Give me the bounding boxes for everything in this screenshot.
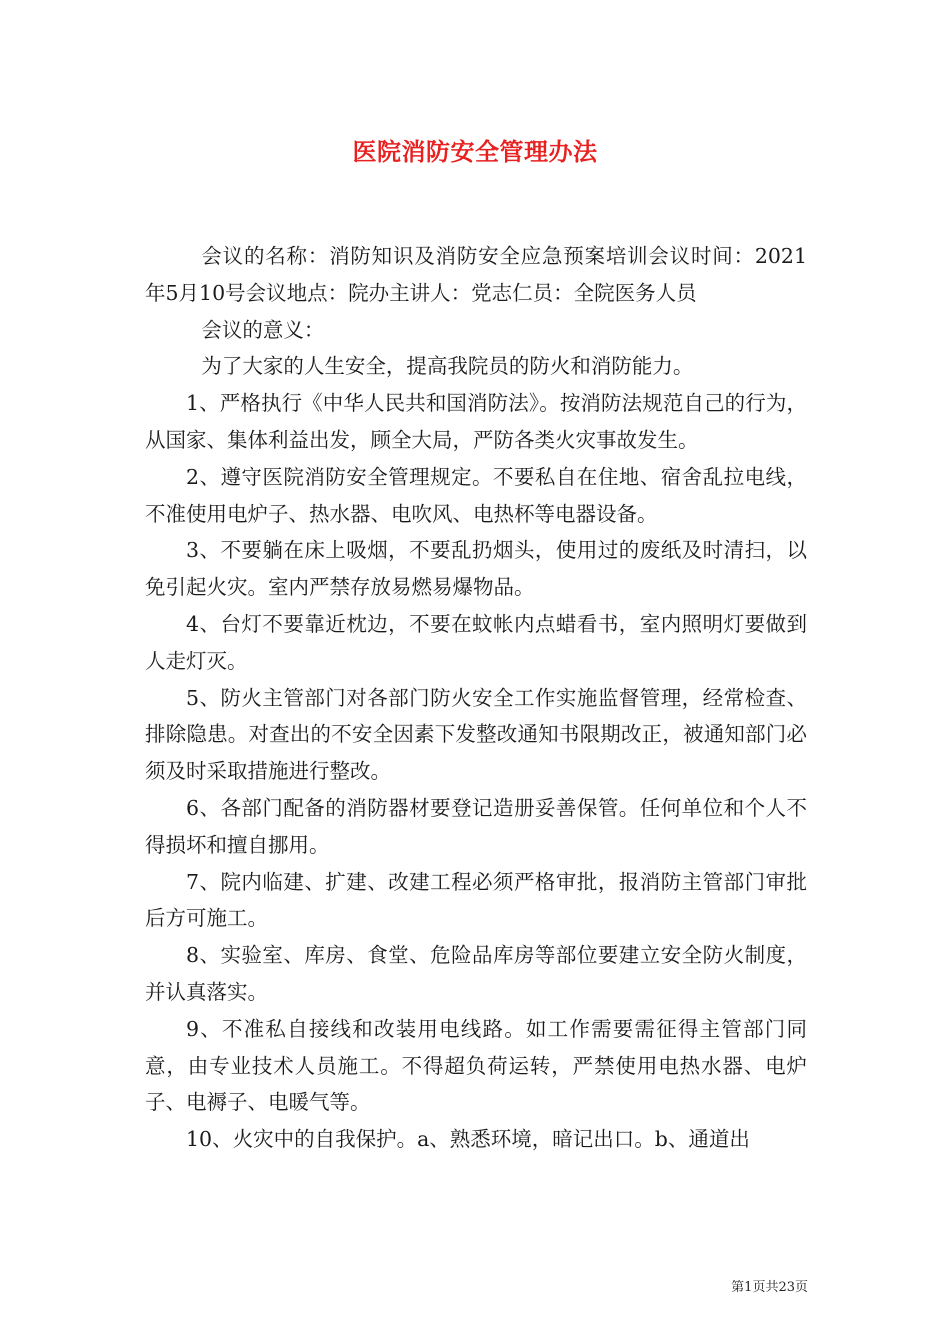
rule-paragraph: 3、不要躺在床上吸烟，不要乱扔烟头，使用过的废纸及时清扫，以免引起火灾。室内严禁存放易燃易爆物品。 — [145, 538, 807, 600]
page-number-footer: 第1页共23页 — [731, 1280, 808, 1295]
rule-paragraph: 5、防火主管部门对各部门防火安全工作实施监督管理，经常检查、排除隐患。对查出的不安全因素下发整改通知书限期改正，被通知部门必须及时采取措施进行整改。 — [145, 685, 807, 784]
meeting-meaning-label: 会议的意义： — [201, 317, 325, 342]
meeting-purpose-paragraph: 为了大家的人生安全，提高我院员的防火和消防能力。 — [201, 354, 694, 379]
rule-paragraph: 2、遵守医院消防安全管理规定。不要私自在住地、宿舍乱拉电线，不准使用电炉子、热水器、电吹风、电热杯等电器设备。 — [145, 464, 807, 526]
meeting-info-paragraph: 会议的名称：消防知识及消防安全应急预案培训会议时间：2021年5月10号会议地点：院办主讲人：党志仁员：全院医务人员 — [145, 244, 807, 305]
rule-paragraph: 1、严格执行《中华人民共和国消防法》。按消防法规范自己的行为，从国家、集体利益出发，顾全大局，严防各类火灾事故发生。 — [145, 391, 807, 452]
rule-paragraph: 10、火灾中的自我保护。a、熟悉环境，暗记出口。b、通道出 — [186, 1127, 750, 1152]
document-title: 医院消防安全管理办法 — [352, 137, 598, 166]
rule-paragraph: 7、院内临建、扩建、改建工程必须严格审批，报消防主管部门审批后方可施工。 — [145, 869, 807, 931]
document-body — [145, 238, 807, 1158]
rule-paragraph: 4、台灯不要靠近枕边，不要在蚊帐内点蜡看书，室内照明灯要做到人走灯灭。 — [145, 611, 807, 673]
rule-paragraph: 9、不准私自接线和改装用电线路。如工作需要需征得主管部门同意，由专业技术人员施工。不得超负荷运转，严禁使用电热水器、电炉子、电褥子、电暖气等。 — [145, 1016, 807, 1115]
rule-paragraph: 8、实验室、库房、食堂、危险品库房等部位要建立安全防火制度，并认真落实。 — [145, 943, 807, 1004]
rule-paragraph: 6、各部门配备的消防器材要登记造册妥善保管。任何单位和个人不得损坏和擅自挪用。 — [145, 795, 807, 857]
